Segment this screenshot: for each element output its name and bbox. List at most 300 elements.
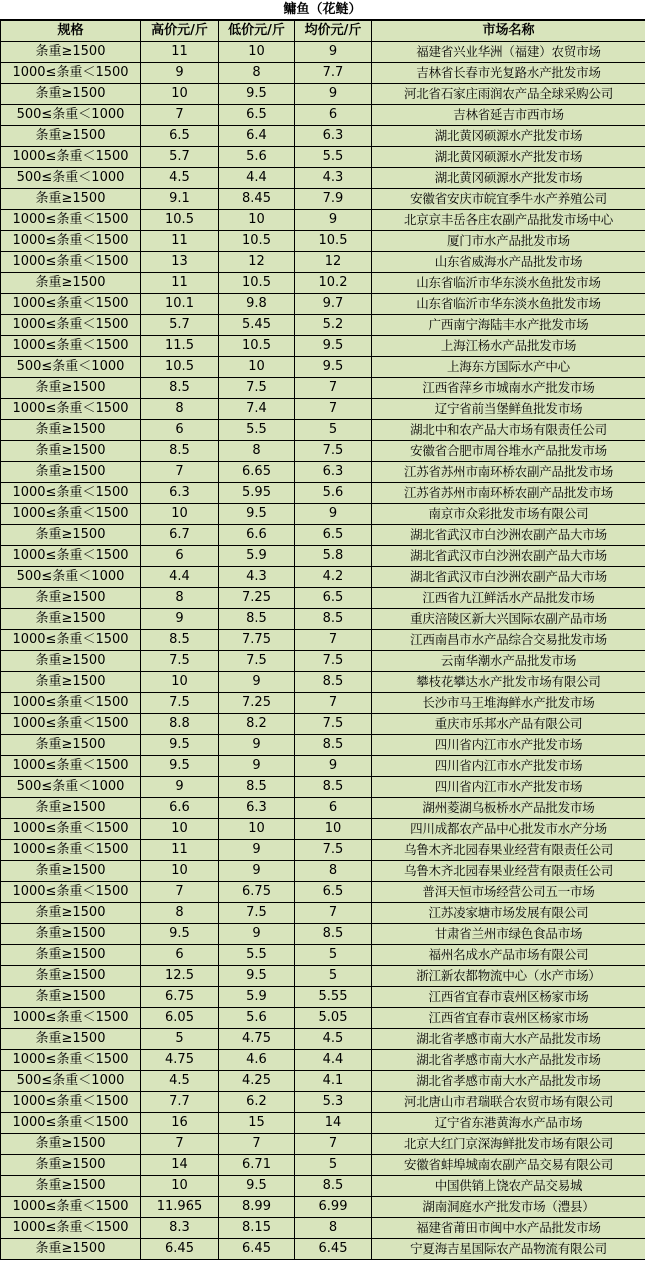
- cell-market-name: 江西省萍乡市城南水产批发市场: [372, 378, 645, 399]
- cell-high-price: 8.3: [141, 1218, 219, 1239]
- cell-market-name: 湖北省孝感市南大水产品批发市场: [372, 1071, 645, 1092]
- cell-high-price: 11.965: [141, 1197, 219, 1218]
- cell-high-price: 6.7: [141, 525, 219, 546]
- table-row: [1, 777, 645, 798]
- cell-low-price: 6.2: [219, 1092, 295, 1113]
- table-row: [1, 231, 645, 252]
- cell-high-price: 10.5: [141, 357, 219, 378]
- header-row: [1, 21, 645, 42]
- cell-avg-price: 14: [295, 1113, 372, 1134]
- cell-spec: 1000≤条重＜1500: [1, 63, 141, 84]
- cell-market-name: 云南华潮水产品批发市场: [372, 651, 645, 672]
- cell-high-price: 4.5: [141, 1071, 219, 1092]
- cell-spec: 条重≥1500: [1, 1176, 141, 1197]
- cell-spec: 条重≥1500: [1, 588, 141, 609]
- cell-avg-price: 7: [295, 693, 372, 714]
- cell-spec: 1000≤条重＜1500: [1, 630, 141, 651]
- cell-low-price: 10: [219, 42, 295, 63]
- table-row: [1, 672, 645, 693]
- cell-low-price: 10.5: [219, 231, 295, 252]
- cell-avg-price: 8.5: [295, 777, 372, 798]
- cell-spec: 条重≥1500: [1, 924, 141, 945]
- cell-low-price: 8.5: [219, 777, 295, 798]
- cell-avg-price: 8.5: [295, 672, 372, 693]
- cell-market-name: 安徽省蚌埠城南农副产品交易有限公司: [372, 1155, 645, 1176]
- cell-avg-price: 12: [295, 252, 372, 273]
- cell-spec: 500≤条重＜1000: [1, 567, 141, 588]
- cell-spec: 1000≤条重＜1500: [1, 147, 141, 168]
- cell-avg-price: 10.2: [295, 273, 372, 294]
- cell-market-name: 湖北省武汉市白沙洲农副产品大市场: [372, 525, 645, 546]
- cell-high-price: 11: [141, 231, 219, 252]
- cell-low-price: 7: [219, 1134, 295, 1155]
- table-row: [1, 1239, 645, 1260]
- cell-avg-price: 9.5: [295, 357, 372, 378]
- cell-low-price: 8: [219, 441, 295, 462]
- cell-high-price: 5.7: [141, 315, 219, 336]
- cell-low-price: 9: [219, 735, 295, 756]
- cell-spec: 1000≤条重＜1500: [1, 1092, 141, 1113]
- table-row: [1, 1113, 645, 1134]
- cell-low-price: 6.71: [219, 1155, 295, 1176]
- cell-low-price: 6.4: [219, 126, 295, 147]
- table-row: [1, 504, 645, 525]
- cell-avg-price: 9.7: [295, 294, 372, 315]
- cell-high-price: 6.05: [141, 1008, 219, 1029]
- cell-avg-price: 5: [295, 420, 372, 441]
- cell-market-name: 安徽省安庆市皖宜季牛水产养殖公司: [372, 189, 645, 210]
- cell-high-price: 7: [141, 1134, 219, 1155]
- cell-avg-price: 7: [295, 903, 372, 924]
- cell-spec: 条重≥1500: [1, 42, 141, 63]
- cell-low-price: 8.2: [219, 714, 295, 735]
- cell-spec: 条重≥1500: [1, 1155, 141, 1176]
- cell-high-price: 11: [141, 273, 219, 294]
- table-row: [1, 1008, 645, 1029]
- cell-spec: 1000≤条重＜1500: [1, 714, 141, 735]
- header-avg-price: 均价元/斤: [295, 21, 372, 42]
- cell-avg-price: 7.5: [295, 840, 372, 861]
- cell-high-price: 9.1: [141, 189, 219, 210]
- cell-high-price: 4.5: [141, 168, 219, 189]
- cell-market-name: 普洱天恒市场经营公司五一市场: [372, 882, 645, 903]
- cell-high-price: 9: [141, 609, 219, 630]
- cell-market-name: 湖州菱湖乌板桥水产品批发市场: [372, 798, 645, 819]
- cell-market-name: 四川成都农产品中心批发市水产分场: [372, 819, 645, 840]
- cell-avg-price: 10: [295, 819, 372, 840]
- cell-low-price: 5.6: [219, 147, 295, 168]
- cell-high-price: 7.5: [141, 651, 219, 672]
- cell-avg-price: 7.9: [295, 189, 372, 210]
- cell-market-name: 乌鲁木齐北园春果业经营有限责任公司: [372, 861, 645, 882]
- cell-high-price: 4.4: [141, 567, 219, 588]
- cell-market-name: 攀枝花攀达水产批发市场有限公司: [372, 672, 645, 693]
- cell-high-price: 7: [141, 882, 219, 903]
- cell-low-price: 10: [219, 819, 295, 840]
- table-row: [1, 735, 645, 756]
- cell-low-price: 8.5: [219, 609, 295, 630]
- table-row: [1, 609, 645, 630]
- cell-market-name: 辽宁省前当堡鲜鱼批发市场: [372, 399, 645, 420]
- cell-low-price: 4.3: [219, 567, 295, 588]
- table-row: [1, 168, 645, 189]
- cell-high-price: 10: [141, 819, 219, 840]
- cell-low-price: 7.25: [219, 693, 295, 714]
- table-row: [1, 1155, 645, 1176]
- table-row: [1, 861, 645, 882]
- cell-spec: 条重≥1500: [1, 651, 141, 672]
- cell-high-price: 6: [141, 945, 219, 966]
- cell-spec: 条重≥1500: [1, 861, 141, 882]
- cell-spec: 条重≥1500: [1, 609, 141, 630]
- cell-spec: 条重≥1500: [1, 525, 141, 546]
- cell-avg-price: 6: [295, 798, 372, 819]
- cell-spec: 1000≤条重＜1500: [1, 1008, 141, 1029]
- cell-market-name: 江西省九江鲜活水产品批发市场: [372, 588, 645, 609]
- table-row: [1, 567, 645, 588]
- cell-high-price: 11: [141, 840, 219, 861]
- cell-spec: 条重≥1500: [1, 798, 141, 819]
- cell-low-price: 9.8: [219, 294, 295, 315]
- cell-market-name: 重庆市乐邦水产品有限公司: [372, 714, 645, 735]
- cell-market-name: 辽宁省东港黄海水产品市场: [372, 1113, 645, 1134]
- cell-avg-price: 5.55: [295, 987, 372, 1008]
- cell-low-price: 7.75: [219, 630, 295, 651]
- cell-high-price: 7: [141, 462, 219, 483]
- cell-spec: 1000≤条重＜1500: [1, 1113, 141, 1134]
- table-row: [1, 273, 645, 294]
- cell-low-price: 6.6: [219, 525, 295, 546]
- cell-low-price: 4.25: [219, 1071, 295, 1092]
- cell-market-name: 湖北省孝感市南大水产品批发市场: [372, 1029, 645, 1050]
- cell-market-name: 中国供销上饶农产品交易城: [372, 1176, 645, 1197]
- sheet-title: 鳙鱼（花鲢）: [0, 0, 645, 20]
- cell-avg-price: 7: [295, 399, 372, 420]
- cell-market-name: 江苏凌家塘市场发展有限公司: [372, 903, 645, 924]
- cell-market-name: 甘肃省兰州市绿色食品市场: [372, 924, 645, 945]
- cell-market-name: 四川省内江市水产批发市场: [372, 777, 645, 798]
- cell-spec: 条重≥1500: [1, 1029, 141, 1050]
- cell-low-price: 6.75: [219, 882, 295, 903]
- table-row: [1, 315, 645, 336]
- cell-avg-price: 5: [295, 945, 372, 966]
- cell-market-name: 四川省内江市水产批发市场: [372, 735, 645, 756]
- cell-low-price: 9.5: [219, 84, 295, 105]
- cell-avg-price: 9: [295, 504, 372, 525]
- cell-high-price: 13: [141, 252, 219, 273]
- cell-low-price: 5.9: [219, 987, 295, 1008]
- table-body: [1, 42, 645, 1260]
- cell-avg-price: 9: [295, 84, 372, 105]
- table-row: [1, 966, 645, 987]
- cell-market-name: 山东省临沂市华东淡水鱼批发市场: [372, 273, 645, 294]
- table-row: [1, 630, 645, 651]
- cell-high-price: 9.5: [141, 756, 219, 777]
- table-row: [1, 42, 645, 63]
- cell-low-price: 6.3: [219, 798, 295, 819]
- cell-avg-price: 6.5: [295, 588, 372, 609]
- table-row: [1, 357, 645, 378]
- table-row: [1, 399, 645, 420]
- cell-high-price: 6.3: [141, 483, 219, 504]
- cell-low-price: 7.25: [219, 588, 295, 609]
- cell-spec: 1000≤条重＜1500: [1, 819, 141, 840]
- table-row: [1, 714, 645, 735]
- table-row: [1, 1071, 645, 1092]
- cell-spec: 条重≥1500: [1, 735, 141, 756]
- cell-low-price: 5.95: [219, 483, 295, 504]
- cell-high-price: 8: [141, 588, 219, 609]
- cell-low-price: 8.15: [219, 1218, 295, 1239]
- table-row: [1, 105, 645, 126]
- cell-high-price: 10: [141, 84, 219, 105]
- cell-low-price: 8.45: [219, 189, 295, 210]
- cell-low-price: 5.9: [219, 546, 295, 567]
- cell-low-price: 15: [219, 1113, 295, 1134]
- cell-market-name: 南京市众彩批发市场有限公司: [372, 504, 645, 525]
- header-low-price: 低价元/斤: [219, 21, 295, 42]
- table-row: [1, 882, 645, 903]
- cell-avg-price: 8.5: [295, 609, 372, 630]
- cell-avg-price: 5: [295, 966, 372, 987]
- header-high-price: 高价元/斤: [141, 21, 219, 42]
- cell-spec: 1000≤条重＜1500: [1, 399, 141, 420]
- cell-spec: 1000≤条重＜1500: [1, 231, 141, 252]
- cell-avg-price: 5: [295, 1155, 372, 1176]
- table-row: [1, 798, 645, 819]
- cell-high-price: 10: [141, 504, 219, 525]
- table-row: [1, 546, 645, 567]
- cell-low-price: 9.5: [219, 1176, 295, 1197]
- cell-spec: 500≤条重＜1000: [1, 777, 141, 798]
- cell-spec: 1000≤条重＜1500: [1, 483, 141, 504]
- cell-spec: 500≤条重＜1000: [1, 105, 141, 126]
- cell-high-price: 8.8: [141, 714, 219, 735]
- table-row: [1, 420, 645, 441]
- cell-avg-price: 7: [295, 378, 372, 399]
- cell-avg-price: 6: [295, 105, 372, 126]
- cell-market-name: 江西省宜春市袁州区杨家市场: [372, 1008, 645, 1029]
- cell-low-price: 9: [219, 672, 295, 693]
- cell-market-name: 湖北省武汉市白沙洲农副产品大市场: [372, 567, 645, 588]
- cell-low-price: 10: [219, 210, 295, 231]
- cell-avg-price: 5.6: [295, 483, 372, 504]
- cell-spec: 条重≥1500: [1, 126, 141, 147]
- cell-low-price: 12: [219, 252, 295, 273]
- cell-low-price: 5.5: [219, 420, 295, 441]
- cell-spec: 1000≤条重＜1500: [1, 294, 141, 315]
- cell-spec: 1000≤条重＜1500: [1, 1050, 141, 1071]
- cell-high-price: 6: [141, 546, 219, 567]
- cell-high-price: 10.5: [141, 210, 219, 231]
- cell-high-price: 9.5: [141, 735, 219, 756]
- cell-spec: 1000≤条重＜1500: [1, 546, 141, 567]
- table-row: [1, 924, 645, 945]
- cell-high-price: 10: [141, 1176, 219, 1197]
- cell-spec: 1000≤条重＜1500: [1, 1218, 141, 1239]
- table-row: [1, 63, 645, 84]
- table-row: [1, 483, 645, 504]
- cell-high-price: 5: [141, 1029, 219, 1050]
- cell-market-name: 乌鲁木齐北园春果业经营有限责任公司: [372, 840, 645, 861]
- cell-avg-price: 9: [295, 210, 372, 231]
- table-row: [1, 378, 645, 399]
- cell-market-name: 江苏省苏州市南环桥农副产品批发市场: [372, 483, 645, 504]
- cell-high-price: 8.5: [141, 441, 219, 462]
- cell-market-name: 吉林省延吉市西市场: [372, 105, 645, 126]
- cell-low-price: 7.5: [219, 651, 295, 672]
- cell-market-name: 长沙市马王堆海鲜水产批发市场: [372, 693, 645, 714]
- cell-high-price: 9: [141, 63, 219, 84]
- cell-market-name: 湖北黄冈硕源水产批发市场: [372, 126, 645, 147]
- cell-avg-price: 6.5: [295, 882, 372, 903]
- cell-avg-price: 6.99: [295, 1197, 372, 1218]
- cell-high-price: 6.75: [141, 987, 219, 1008]
- cell-spec: 1000≤条重＜1500: [1, 756, 141, 777]
- cell-low-price: 7.4: [219, 399, 295, 420]
- table-row: [1, 336, 645, 357]
- cell-avg-price: 8.5: [295, 735, 372, 756]
- cell-market-name: 江西省宜春市袁州区杨家市场: [372, 987, 645, 1008]
- cell-avg-price: 7.5: [295, 651, 372, 672]
- table-row: [1, 294, 645, 315]
- cell-spec: 条重≥1500: [1, 462, 141, 483]
- cell-low-price: 5.45: [219, 315, 295, 336]
- table-row: [1, 1029, 645, 1050]
- cell-avg-price: 5.2: [295, 315, 372, 336]
- cell-spec: 条重≥1500: [1, 378, 141, 399]
- table-row: [1, 252, 645, 273]
- cell-market-name: 湖北省武汉市白沙洲农副产品大市场: [372, 546, 645, 567]
- cell-market-name: 广西南宁海陆丰水产批发市场: [372, 315, 645, 336]
- cell-low-price: 10: [219, 357, 295, 378]
- cell-market-name: 湖北中和农产品大市场有限责任公司: [372, 420, 645, 441]
- cell-high-price: 12.5: [141, 966, 219, 987]
- cell-low-price: 9.5: [219, 966, 295, 987]
- table-row: [1, 1197, 645, 1218]
- cell-low-price: 6.45: [219, 1239, 295, 1260]
- header-spec: 规格: [1, 21, 141, 42]
- cell-avg-price: 7.5: [295, 441, 372, 462]
- cell-avg-price: 8: [295, 1218, 372, 1239]
- cell-low-price: 9.5: [219, 504, 295, 525]
- cell-avg-price: 5.3: [295, 1092, 372, 1113]
- table-row: [1, 588, 645, 609]
- table-row: [1, 1134, 645, 1155]
- table-row: [1, 840, 645, 861]
- table-row: [1, 1092, 645, 1113]
- cell-low-price: 5.5: [219, 945, 295, 966]
- cell-low-price: 9: [219, 861, 295, 882]
- table-row: [1, 189, 645, 210]
- price-table: [0, 20, 645, 1260]
- cell-spec: 条重≥1500: [1, 420, 141, 441]
- table-row: [1, 945, 645, 966]
- cell-spec: 1000≤条重＜1500: [1, 693, 141, 714]
- cell-avg-price: 6.3: [295, 462, 372, 483]
- cell-market-name: 福建省兴业华洲（福建）农贸市场: [372, 42, 645, 63]
- table-row: [1, 210, 645, 231]
- cell-high-price: 7.5: [141, 693, 219, 714]
- cell-market-name: 吉林省长春市光复路水产批发市场: [372, 63, 645, 84]
- header-market-name: 市场名称: [372, 21, 645, 42]
- cell-market-name: 山东省威海水产品批发市场: [372, 252, 645, 273]
- cell-avg-price: 7: [295, 1134, 372, 1155]
- cell-avg-price: 10.5: [295, 231, 372, 252]
- cell-spec: 条重≥1500: [1, 189, 141, 210]
- cell-avg-price: 8: [295, 861, 372, 882]
- cell-low-price: 10.5: [219, 336, 295, 357]
- cell-spec: 1000≤条重＜1500: [1, 840, 141, 861]
- cell-spec: 500≤条重＜1000: [1, 168, 141, 189]
- cell-market-name: 四川省内江市水产批发市场: [372, 756, 645, 777]
- cell-avg-price: 9.5: [295, 336, 372, 357]
- cell-high-price: 10: [141, 672, 219, 693]
- cell-avg-price: 5.5: [295, 147, 372, 168]
- cell-spec: 500≤条重＜1000: [1, 357, 141, 378]
- cell-market-name: 河北省石家庄雨润农产品全球采购公司: [372, 84, 645, 105]
- cell-avg-price: 6.5: [295, 525, 372, 546]
- table-row: [1, 126, 645, 147]
- cell-spec: 1000≤条重＜1500: [1, 315, 141, 336]
- cell-spec: 条重≥1500: [1, 1134, 141, 1155]
- cell-market-name: 厦门市水产品批发市场: [372, 231, 645, 252]
- cell-high-price: 14: [141, 1155, 219, 1176]
- cell-market-name: 北京京丰岳各庄农副产品批发市场中心: [372, 210, 645, 231]
- cell-spec: 条重≥1500: [1, 672, 141, 693]
- table-row: [1, 147, 645, 168]
- cell-low-price: 7.5: [219, 903, 295, 924]
- cell-low-price: 6.5: [219, 105, 295, 126]
- cell-high-price: 8.5: [141, 630, 219, 651]
- cell-market-name: 宁夏海吉星国际农产品物流有限公司: [372, 1239, 645, 1260]
- cell-high-price: 7: [141, 105, 219, 126]
- cell-avg-price: 7: [295, 630, 372, 651]
- cell-high-price: 7.7: [141, 1092, 219, 1113]
- table-row: [1, 1176, 645, 1197]
- table-row: [1, 1218, 645, 1239]
- cell-spec: 条重≥1500: [1, 441, 141, 462]
- cell-market-name: 浙江新农都物流中心（水产市场）: [372, 966, 645, 987]
- cell-market-name: 河北唐山市君瑞联合农贸市场有限公司: [372, 1092, 645, 1113]
- cell-low-price: 9: [219, 840, 295, 861]
- cell-market-name: 山东省临沂市华东淡水鱼批发市场: [372, 294, 645, 315]
- cell-spec: 条重≥1500: [1, 966, 141, 987]
- cell-low-price: 8.99: [219, 1197, 295, 1218]
- cell-market-name: 北京大红门京深海鲜批发市场有限公司: [372, 1134, 645, 1155]
- cell-avg-price: 4.5: [295, 1029, 372, 1050]
- cell-low-price: 7.5: [219, 378, 295, 399]
- cell-low-price: 8: [219, 63, 295, 84]
- cell-avg-price: 6.3: [295, 126, 372, 147]
- cell-high-price: 10.1: [141, 294, 219, 315]
- cell-spec: 条重≥1500: [1, 273, 141, 294]
- cell-market-name: 江苏省苏州市南环桥农副产品批发市场: [372, 462, 645, 483]
- cell-market-name: 江西南昌市水产品综合交易批发市场: [372, 630, 645, 651]
- cell-spec: 1000≤条重＜1500: [1, 882, 141, 903]
- cell-spec: 条重≥1500: [1, 987, 141, 1008]
- cell-avg-price: 5.8: [295, 546, 372, 567]
- cell-spec: 条重≥1500: [1, 1239, 141, 1260]
- cell-low-price: 10.5: [219, 273, 295, 294]
- cell-low-price: 4.6: [219, 1050, 295, 1071]
- cell-spec: 条重≥1500: [1, 903, 141, 924]
- cell-high-price: 5.7: [141, 147, 219, 168]
- cell-low-price: 9: [219, 924, 295, 945]
- table-row: [1, 987, 645, 1008]
- cell-avg-price: 6.45: [295, 1239, 372, 1260]
- table-row: [1, 651, 645, 672]
